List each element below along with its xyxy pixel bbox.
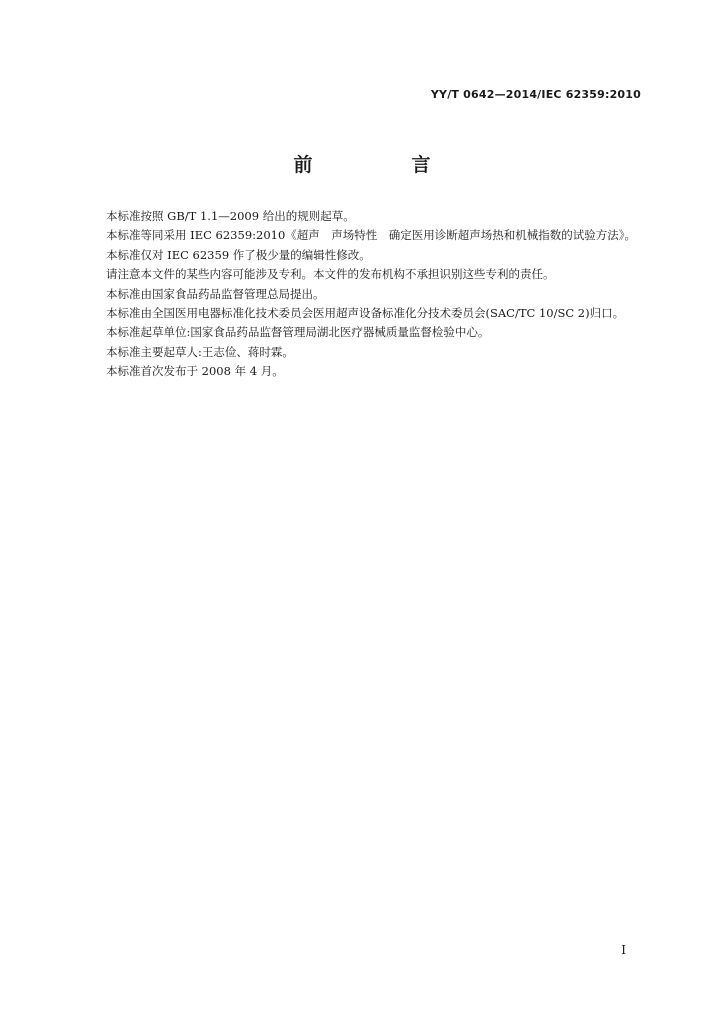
paragraph-equivalence: 本标准等同采用 IEC 62359:2010《超声 声场特性 确定医用诊断超声场热和机械指数的试验方法》。	[106, 228, 637, 243]
paragraph-patent-notice: 请注意本文件的某些内容可能涉及专利。本文件的发布机构不承担识别这些专利的责任。	[106, 267, 555, 282]
paragraph-first-edition: 本标准首次发布于 2008 年 4 月。	[106, 364, 284, 379]
paragraph-drafters: 本标准主要起草人:王志俭、蒋时霖。	[106, 344, 294, 359]
paragraph-technical-committee: 本标准由全国医用电器标准化技术委员会医用超声设备标准化分技术委员会(SAC/TC 10/SC 2)归口。	[106, 306, 625, 321]
foreword-body	[83, 207, 643, 382]
paragraph-drafting-organization: 本标准起草单位:国家食品药品监督管理局湖北医疗器械质量监督检验中心。	[106, 325, 490, 340]
standard-code: YY/T 0642—2014/IEC 62359:2010	[430, 88, 641, 101]
paragraph-proposed-by: 本标准由国家食品药品监督管理总局提出。	[106, 286, 325, 301]
page-title: 前 言	[293, 154, 471, 176]
paragraph-drafting-rules: 本标准按照 GB/T 1.1—2009 给出的规则起草。	[106, 209, 355, 223]
page-number: I	[621, 943, 626, 957]
paragraph-editorial-changes: 本标准仅对 IEC 62359 作了极少量的编辑性修改。	[106, 247, 371, 262]
